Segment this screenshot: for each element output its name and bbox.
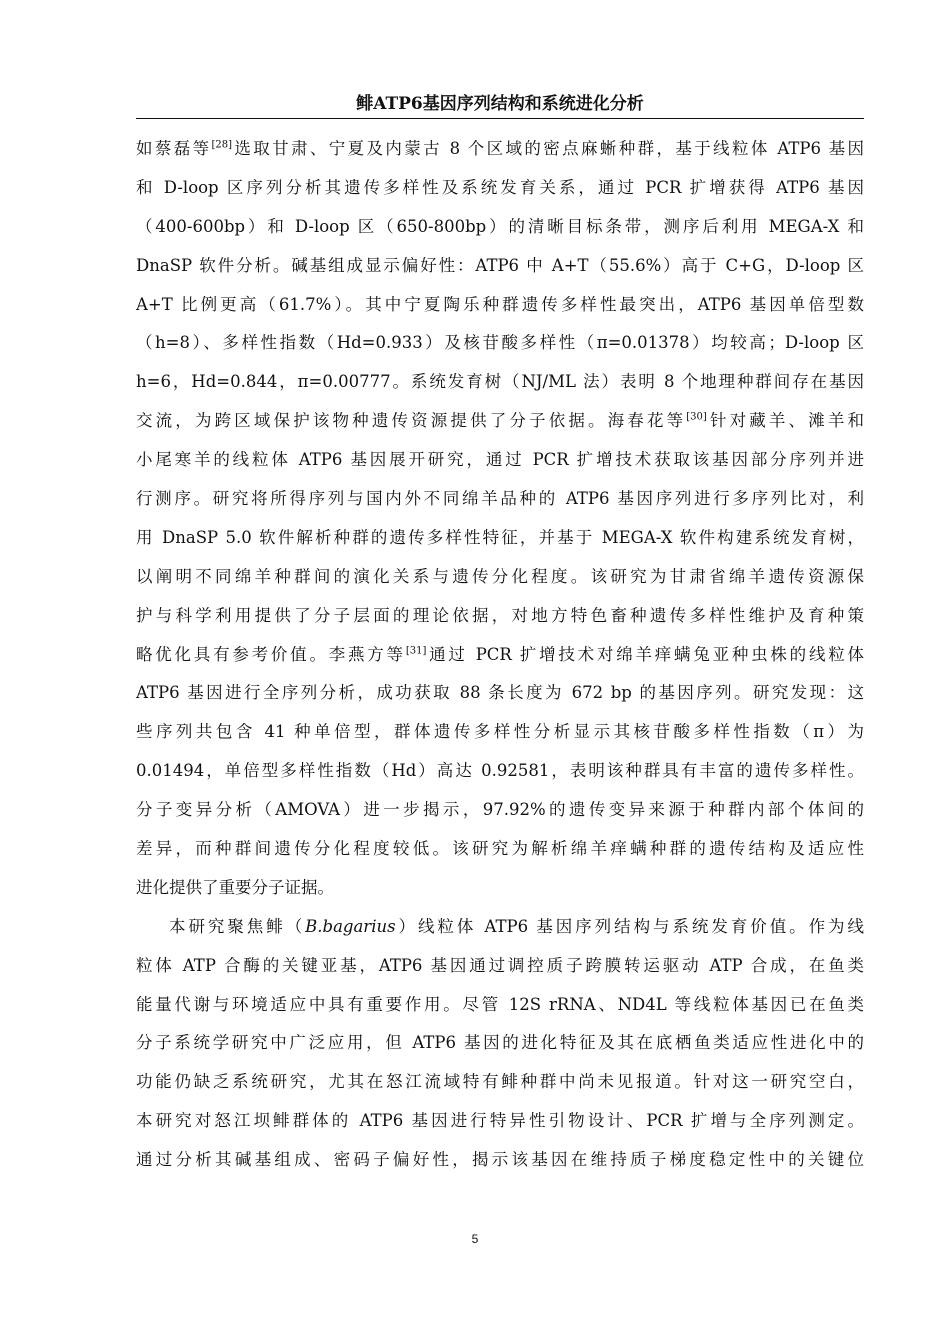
text-span: 分子变异分析（AMOVA）进一步揭示，97.92%的遗传变异来源于种群内部个体间的 <box>136 800 864 820</box>
text-span: 些序列共包含 41 种单倍型，群体遗传多样性分析显示其核苷酸多样性指数（π）为 <box>136 722 864 742</box>
text-span: 差异，而种群间遗传分化程度较低。该研究为解析绵羊痒螨种群的遗传结构及适应性 <box>136 839 864 859</box>
paragraph-line <box>136 636 864 675</box>
citation-marker: [28] <box>211 139 233 151</box>
paragraph-line <box>136 363 864 402</box>
paragraph-line: 粒体 ATP 合酶的关键亚基，ATP6 基因通过调控质子跨膜转运驱动 ATP 合成，在鱼类 <box>136 955 864 975</box>
paragraph-line <box>136 674 864 713</box>
text-span: 和 D-loop 区序列分析其遗传多样性及系统发育关系，通过 PCR 扩增获得 ATP6 基因 <box>136 177 864 197</box>
paragraph-line: 功能仍缺乏系统研究，尤其在怒江流域特有鲱种群中尚未见报道。针对这一研究空白， <box>136 1072 864 1092</box>
paragraph-line <box>136 869 864 908</box>
text-span: 以阐明不同绵羊种群间的演化关系与遗传分化程度。该研究为甘肃省绵羊遗传资源保 <box>136 566 864 586</box>
text-span: 交流，为跨区域保护该物种遗传资源提供了分子依据。海春花等 <box>136 411 687 431</box>
paragraph-line <box>136 208 864 247</box>
paragraph-line <box>136 402 864 441</box>
citation-marker: [31] <box>405 645 427 657</box>
text-span: h=6，Hd=0.844，π=0.00777。系统发育树（NJ/ML 法）表明 8 个地理种群间存在基因 <box>136 372 864 392</box>
text-span: （h=8）、多样性指数（Hd=0.933）及核苷酸多样性（π=0.01378）均较高；D-loop 区 <box>136 333 864 353</box>
paragraph-line <box>136 752 864 791</box>
paragraph-line <box>136 247 864 286</box>
paragraph-line <box>136 130 864 169</box>
text-span: 用 DnaSP 5.0 软件解析种群的遗传多样性特征，并基于 MEGA-X 软件构建系统发育树， <box>136 527 864 547</box>
text-span: 本研究聚焦鲱（ <box>169 916 306 936</box>
text-span: 如蔡磊等 <box>136 139 212 158</box>
paragraph-line <box>136 286 864 325</box>
text-span: DnaSP 软件分析。碱基组成显示偏好性：ATP6 中 A+T（55.6%）高于 C+G，D-loop 区 <box>136 255 864 275</box>
running-header-title: 鲱ATP6基因序列结构和系统进化分析 <box>356 94 644 114</box>
paragraph-line <box>136 558 864 597</box>
species-name-italic: B.bagarius <box>305 916 396 936</box>
paragraph-line <box>136 713 864 752</box>
text-span: 针对藏羊、滩羊和 <box>706 411 865 431</box>
paragraph-line: 本研究对怒江坝鲱群体的 ATP6 基因进行特异性引物设计、PCR 扩增与全序列测定。 <box>136 1111 864 1131</box>
text-span: 选取甘肃、宁夏及内蒙古 8 个区域的密点麻蜥种群，基于线粒体 ATP6 基因 <box>232 139 864 158</box>
text-span: ATP6 基因进行全序列分析，成功获取 88 条长度为 672 bp 的基因序列。研究发现：这 <box>136 683 864 703</box>
text-span: 护与科学利用提供了分子层面的理论依据，对地方特色畜种遗传多样性维护及育种策 <box>136 605 864 625</box>
text-span: 通过 PCR 扩增技术对绵羊痒螨兔亚种虫株的线粒体 <box>426 644 865 664</box>
text-span: 0.01494，单倍型多样性指数（Hd）高达 0.92581，表明该种群具有丰富的遗传多样性。 <box>136 761 864 781</box>
citation-marker: [30] <box>686 411 707 423</box>
text-span: A+T 比例更高（61.7%）。其中宁夏陶乐种群遗传多样性最突出，ATP6 基因单倍型数 <box>136 294 864 314</box>
paragraph-line <box>136 830 864 869</box>
paragraph-2 <box>136 908 864 1180</box>
page-number: 5 <box>471 1232 479 1246</box>
paragraph-line <box>136 519 864 558</box>
text-span: 小尾寒羊的线粒体 ATP6 基因展开研究，通过 PCR 扩增技术获取该基因部分序列并进 <box>136 450 864 470</box>
text-span: 进化提供了重要分子证据。 <box>136 877 334 897</box>
paragraph-line: 通过分析其碱基组成、密码子偏好性，揭示该基因在维持质子梯度稳定性中的关键位 <box>136 1150 864 1170</box>
paragraph-line <box>136 908 864 947</box>
paragraph-line <box>136 791 864 830</box>
paragraph-line <box>136 597 864 636</box>
paragraph-line <box>136 324 864 363</box>
text-span: ）线粒体 ATP6 基因序列结构与系统发育价值。作为线 <box>395 916 865 936</box>
paragraph-line <box>136 480 864 519</box>
body-text <box>136 130 864 1180</box>
paragraph-line: 分子系统学研究中广泛应用，但 ATP6 基因的进化特征及其在底栖鱼类适应性进化中的 <box>136 1033 864 1053</box>
paragraph-line: 能量代谢与环境适应中具有重要作用。尽管 12S rRNA、ND4L 等线粒体基因已在鱼类 <box>136 994 864 1014</box>
paragraph-line <box>136 441 864 480</box>
header-rule <box>136 118 864 119</box>
paragraph-1 <box>136 130 864 908</box>
text-span: 行测序。研究将所得序列与国内外不同绵羊品种的 ATP6 基因序列进行多序列比对，利 <box>136 489 864 509</box>
text-span: 略优化具有参考价值。李燕方等 <box>136 644 406 664</box>
paragraph-line <box>136 169 864 208</box>
text-span: （400-600bp）和 D-loop 区（650-800bp）的清晰目标条带，测序后利用 MEGA-X 和 <box>136 216 864 236</box>
